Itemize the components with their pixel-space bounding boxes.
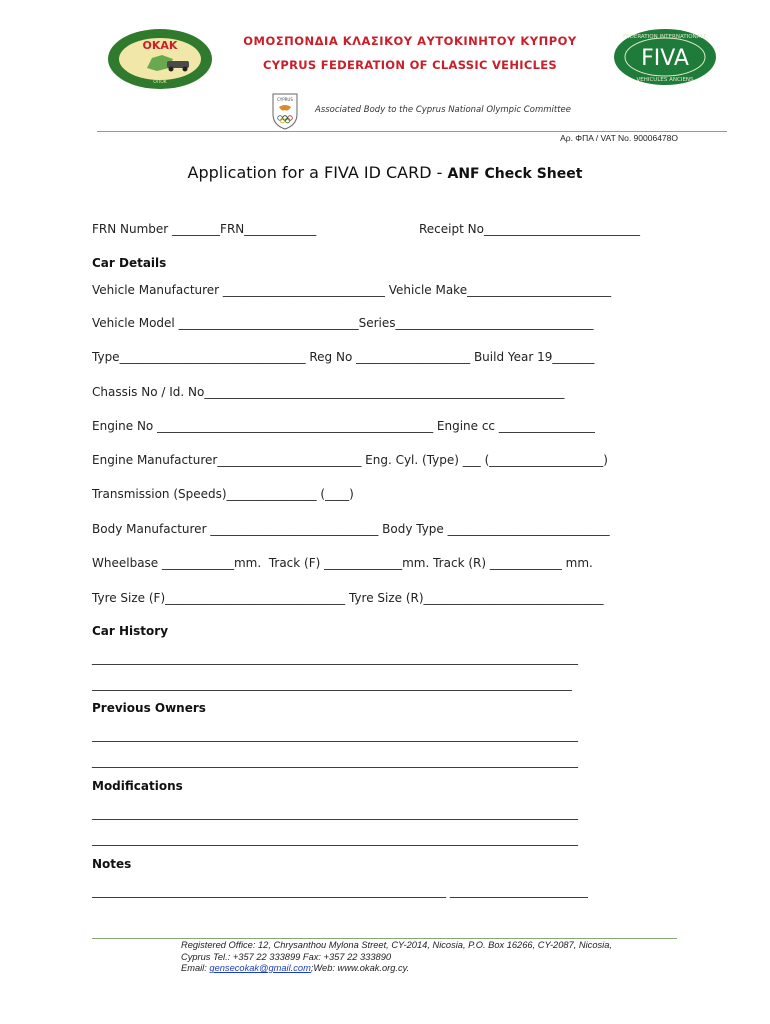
- header-divider: [97, 131, 727, 132]
- owners-line-2[interactable]: _________________________________________________________________________________: [92, 754, 578, 768]
- fiva-logo: [613, 28, 717, 86]
- footer-email-link[interactable]: gensecokak@gmail.com: [209, 963, 311, 973]
- row-vehicle-model[interactable]: Vehicle Model ______________________________Series_________________________________: [92, 316, 594, 330]
- section-notes: Notes: [92, 857, 132, 871]
- vat-number: Αρ. ΦΠΑ / VAT No. 90006478O: [560, 133, 678, 143]
- row-transmission[interactable]: Transmission (Speeds)_______________ (____): [92, 487, 354, 501]
- association-note: Associated Body to the Cyprus National Olympic Committee: [315, 105, 571, 115]
- section-car-history: Car History: [92, 624, 169, 638]
- footer-email-label: Email:: [181, 963, 210, 973]
- footer-line-2: Cyprus Tel.: +357 22 333899 Fax: +357 22 333890: [181, 951, 392, 962]
- footer-address: [181, 940, 681, 975]
- owners-line-1[interactable]: _________________________________________________________________________________: [92, 728, 578, 742]
- svg-text:CYPRUS: CYPRUS: [277, 97, 293, 102]
- page-title: [0, 163, 770, 182]
- history-line-1[interactable]: _________________________________________________________________________________: [92, 651, 578, 665]
- org-name-english: CYPRUS FEDERATION OF CLASSIC VEHICLES: [263, 58, 557, 72]
- org-name-greek: ΟΜΟΣΠΟΝΔΙΑ ΚΛΑΣΙΚΟΥ ΑΥΤΟΚΙΝΗΤΟΥ ΚΥΠΡΟΥ: [243, 34, 577, 48]
- section-modifications: Modifications: [92, 779, 183, 793]
- svg-text:OKAK: OKAK: [142, 39, 178, 52]
- modifications-line-2[interactable]: _________________________________________________________________________________: [92, 832, 578, 846]
- okak-logo: [107, 28, 213, 90]
- title-main: Application for a FIVA ID CARD -: [187, 163, 448, 182]
- title-sub: ANF Check Sheet: [447, 166, 583, 182]
- modifications-line-1[interactable]: _________________________________________________________________________________: [92, 806, 578, 820]
- section-previous-owners: Previous Owners: [92, 701, 206, 715]
- olympic-committee-crest-icon: [270, 92, 300, 130]
- history-line-2[interactable]: ________________________________________________________________________________: [92, 677, 572, 691]
- footer-divider: [92, 938, 677, 939]
- svg-text:ΟΠΟΚ: ΟΠΟΚ: [153, 80, 167, 85]
- row-chassis[interactable]: Chassis No / Id. No____________________________________________________________: [92, 385, 565, 399]
- svg-text:FIVA: FIVA: [641, 46, 689, 71]
- row-type[interactable]: Type_______________________________ Reg No ___________________ Build Year 19_______: [92, 350, 595, 364]
- receipt-number-field[interactable]: Receipt No__________________________: [419, 222, 640, 236]
- row-vehicle-manufacturer[interactable]: Vehicle Manufacturer ___________________________ Vehicle Make________________________: [92, 283, 612, 297]
- footer-web: ;Web: www.okak.org.cy.: [310, 963, 410, 973]
- row-wheelbase[interactable]: Wheelbase ____________mm. Track (F) _____________mm. Track (R) ____________ mm.: [92, 556, 593, 570]
- footer-line-1: Registered Office: 12, Chrysanthou Mylona Street, CY-2014, Nicosia, P.O. Box 16266, CY-2087, Nicosia,: [181, 940, 612, 950]
- row-engine[interactable]: Engine No ______________________________________________ Engine cc ________________: [92, 419, 595, 433]
- section-car-details: Car Details: [92, 256, 167, 270]
- row-engine-manufacturer[interactable]: Engine Manufacturer________________________ Eng. Cyl. (Type) ___ (___________________): [92, 453, 608, 467]
- notes-line-1[interactable]: ___________________________________________________________ _______________________: [92, 884, 588, 898]
- svg-text:VEHICULES ANCIENS: VEHICULES ANCIENS: [636, 77, 694, 83]
- row-tyre-size[interactable]: Tyre Size (F)______________________________ Tyre Size (R)______________________________: [92, 591, 604, 605]
- frn-number-field[interactable]: FRN Number ________FRN____________: [92, 222, 317, 236]
- row-body[interactable]: Body Manufacturer ____________________________ Body Type ___________________________: [92, 522, 610, 536]
- svg-text:FEDERATION INTERNATIONALE: FEDERATION INTERNATIONALE: [622, 34, 708, 40]
- footer-line-3: [181, 963, 681, 975]
